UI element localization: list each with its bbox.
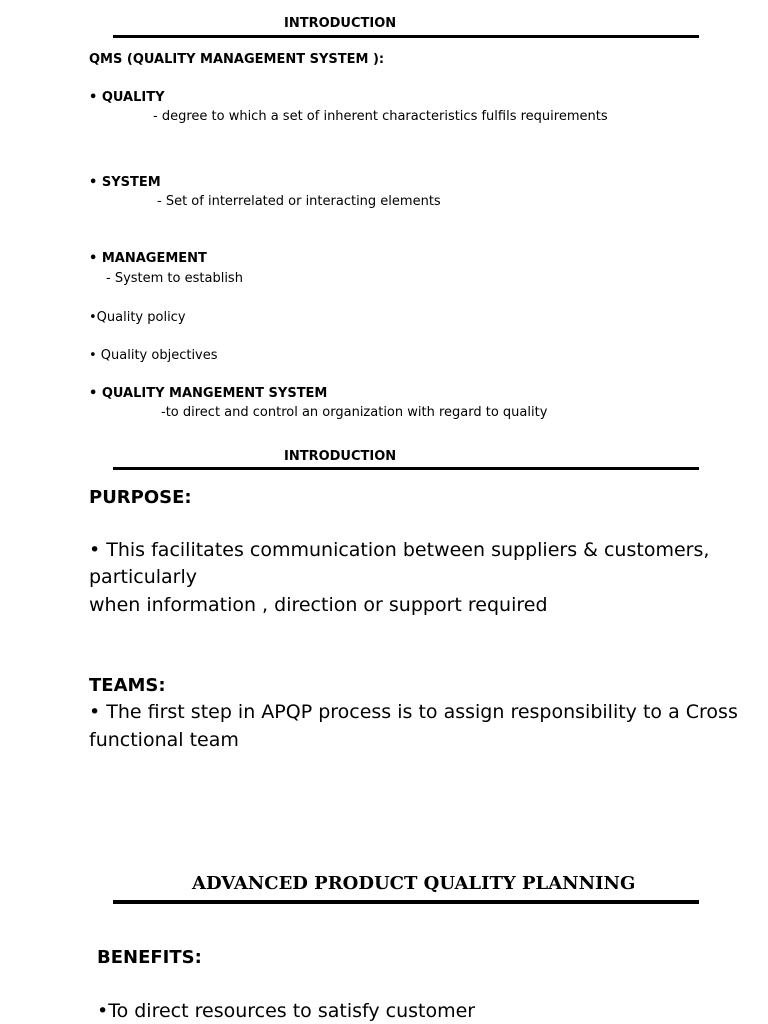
quality-objectives-item: • Quality objectives bbox=[89, 348, 218, 363]
teams-line-1: • The first step in APQP process is to assign responsibility to a Cross bbox=[89, 701, 738, 723]
purpose-heading: PURPOSE: bbox=[89, 487, 192, 508]
section2-rule bbox=[113, 467, 699, 470]
teams-heading: TEAMS: bbox=[89, 675, 166, 696]
purpose-line-1: • This facilitates communication between suppliers & customers, bbox=[89, 539, 710, 561]
teams-line-2: functional team bbox=[89, 729, 239, 751]
purpose-line-3: when information , direction or support required bbox=[89, 594, 548, 616]
management-bullet: • MANAGEMENT bbox=[89, 251, 207, 266]
qms-bullet: • QUALITY MANGEMENT SYSTEM bbox=[89, 386, 328, 401]
purpose-line-2: particularly bbox=[89, 566, 197, 588]
section2-title: INTRODUCTION bbox=[284, 449, 397, 464]
system-definition: - Set of interrelated or interacting elements bbox=[157, 194, 441, 209]
system-bullet: • SYSTEM bbox=[89, 175, 161, 190]
quality-policy-item: •Quality policy bbox=[89, 310, 186, 325]
section1-rule bbox=[113, 35, 699, 38]
quality-definition: - degree to which a set of inherent characteristics fulfils requirements bbox=[153, 109, 608, 124]
qms-label: QMS (QUALITY MANAGEMENT SYSTEM ): bbox=[89, 52, 385, 67]
section3-title: ADVANCED PRODUCT QUALITY PLANNING bbox=[192, 873, 636, 894]
section1-title: INTRODUCTION bbox=[284, 16, 397, 31]
management-definition: - System to establish bbox=[106, 271, 243, 286]
section3-rule bbox=[113, 900, 699, 904]
benefits-line-1: •To direct resources to satisfy customer bbox=[97, 1000, 476, 1022]
qms-definition: -to direct and control an organization with regard to quality bbox=[161, 405, 548, 420]
benefits-heading: BENEFITS: bbox=[97, 947, 202, 968]
quality-bullet: • QUALITY bbox=[89, 90, 165, 105]
